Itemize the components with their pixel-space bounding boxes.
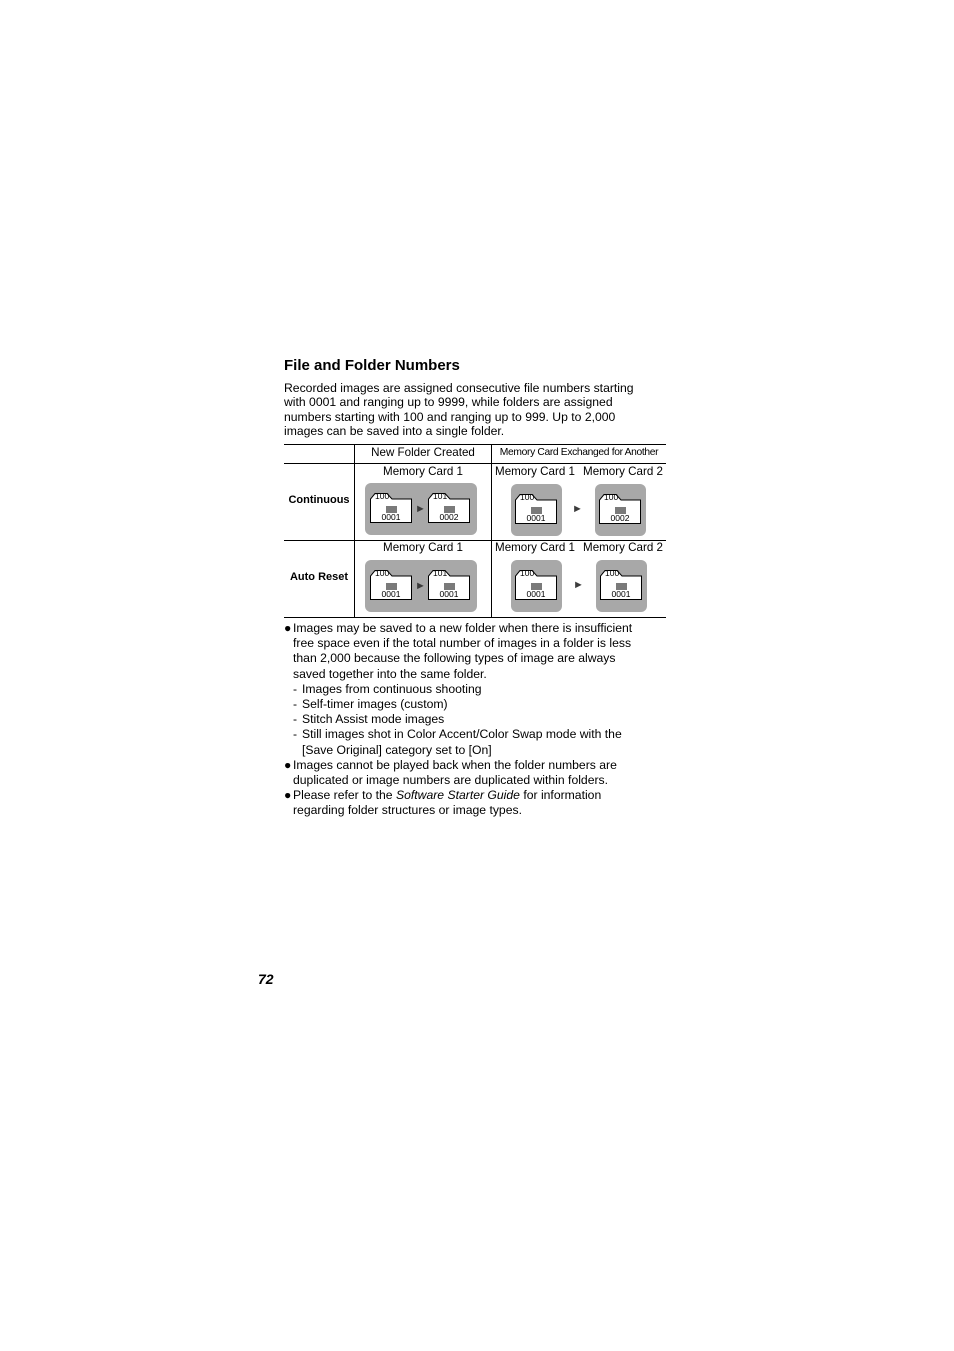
row1-exch-card1-panel (511, 484, 562, 536)
arrow-right-icon: ► (573, 579, 584, 591)
folder-card-icon (515, 570, 557, 600)
arrow-right-icon: ► (415, 580, 426, 592)
row-label-auto-reset: Auto Reset (289, 571, 349, 583)
folder-card-icon (370, 493, 412, 523)
file-number: 0001 (526, 513, 546, 523)
row1-new-folder-panel (365, 483, 477, 535)
folder-card-icon (515, 494, 557, 524)
file-number: 0002 (439, 512, 459, 522)
row1-exch-card2-label: Memory Card 2 (583, 465, 663, 478)
table-rule-header (284, 463, 666, 464)
header-card-exchanged: Memory Card Exchanged for Another (499, 447, 659, 458)
notes-list (284, 621, 669, 819)
note-item: ● Images cannot be played back when the folder numbers are duplicated or image numbers are duplicated within folders. (284, 757, 617, 788)
row1-exch-card2-panel (595, 484, 646, 536)
sub-note-item: - Stitch Assist mode images (293, 712, 445, 727)
folder-card-icon (599, 494, 641, 524)
bullet-icon: ● (284, 757, 292, 772)
row2-exch-card1-label: Memory Card 1 (495, 541, 575, 554)
row2-exch-card2-panel (596, 560, 647, 612)
file-number: 0001 (381, 589, 401, 599)
page-number: 72 (258, 971, 274, 987)
folder-number: 100 (520, 568, 535, 578)
bullet-icon: ● (284, 788, 292, 803)
table-rule-top (284, 444, 666, 445)
folder-number: 100 (604, 492, 619, 502)
table-rule-bottom (284, 617, 666, 618)
folder-numbering-table (284, 444, 666, 618)
row2-exch-card1-panel (511, 560, 562, 612)
file-number: 0001 (611, 589, 631, 599)
folder-card-icon (428, 570, 470, 600)
row2-exch-card2-label: Memory Card 2 (583, 541, 663, 554)
row2-new-folder-panel (365, 560, 477, 612)
sub-note-item: - Images from continuous shooting (293, 681, 482, 696)
folder-number: 100 (375, 491, 390, 501)
folder-number: 101 (433, 568, 448, 578)
software-starter-guide-ref: Software Starter Guide (395, 788, 520, 803)
note-item: ● Please refer to the Software Starter Guide for information regarding folder structures or image types. (284, 788, 602, 818)
arrow-right-icon: ► (415, 503, 426, 515)
sub-note-item: - Still images shot in Color Accent/Color Swap mode with the [Save Original] category set to [On] (293, 727, 622, 757)
folder-card-icon (428, 493, 470, 523)
folder-number: 100 (605, 568, 620, 578)
folder-number: 100 (375, 568, 390, 578)
file-number: 0001 (381, 512, 401, 522)
sub-note-item: - Self-timer images (custom) (293, 697, 448, 712)
row2-new-card-label: Memory Card 1 (383, 541, 463, 554)
folder-number: 100 (520, 492, 535, 502)
folder-card-icon (370, 570, 412, 600)
row-label-continuous: Continuous (288, 494, 350, 506)
folder-number: 101 (433, 491, 448, 501)
row1-new-card-label: Memory Card 1 (383, 465, 463, 478)
row1-exch-card1-label: Memory Card 1 (495, 465, 575, 478)
note-item: ● Images may be saved to a new folder when there is insufficient free space even if the total number of images in a folder is less than 2,000 because the following types of image are always saved together into the same folder. (284, 621, 633, 681)
header-new-folder: New Folder Created (371, 446, 475, 459)
folder-card-icon (600, 570, 642, 600)
file-number: 0002 (610, 513, 630, 523)
section-title: File and Folder Numbers (284, 357, 460, 374)
bullet-icon: ● (284, 621, 292, 635)
intro-paragraph: Recorded images are assigned consecutive file numbers starting with 0001 and ranging up to 9999, while folders are assigned numbers starting with 100 and ranging up to 999. Up to 2,000 images can be saved into a single folder. (284, 381, 634, 439)
arrow-right-icon: ► (572, 503, 583, 515)
file-number: 0001 (439, 589, 459, 599)
file-number: 0001 (526, 589, 546, 599)
